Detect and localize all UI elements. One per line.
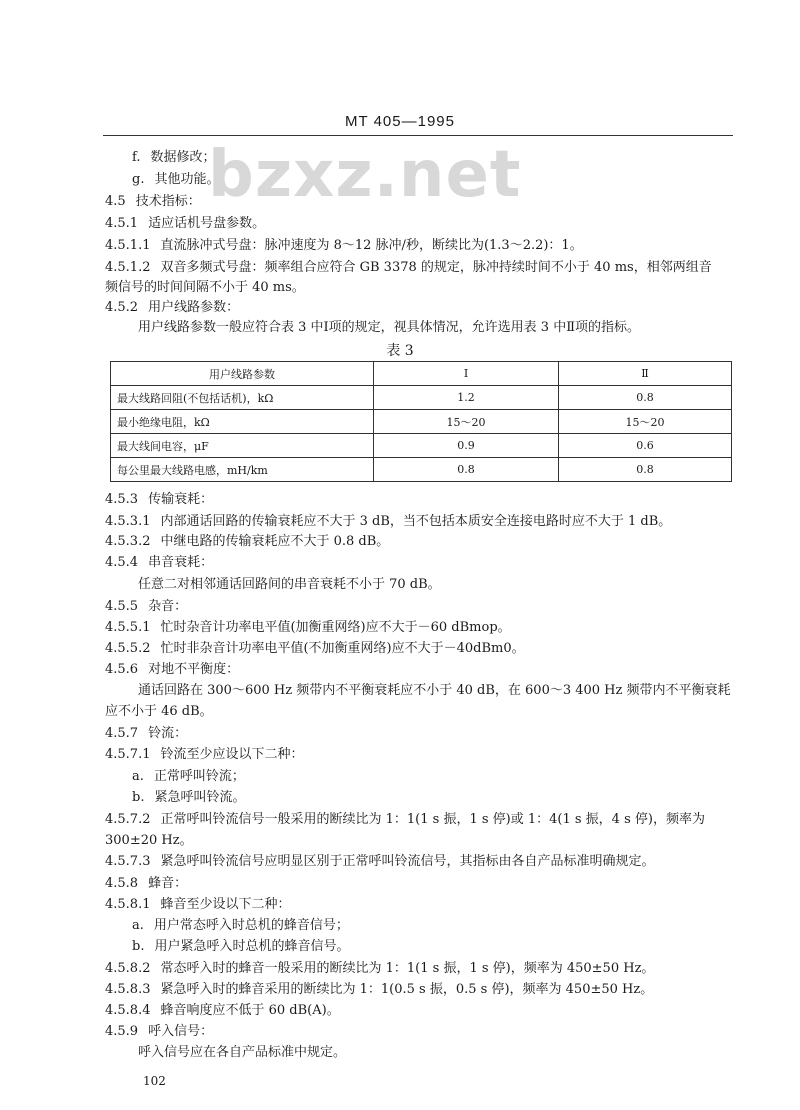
list-item: a. 用户常态呼入时总机的蜂音信号； <box>132 918 349 933</box>
table-row <box>111 458 732 482</box>
table-cell: 0.8 <box>559 386 732 410</box>
clause: 4.5.5.1 忙时杂音计功率电平值(加衡重网络)应不大于－60 dBmop。 <box>105 620 511 635</box>
table-cell: 0.8 <box>374 458 559 482</box>
list-item: b. 紧急呼叫铃流。 <box>132 790 246 805</box>
page-number: 102 <box>143 1074 166 1088</box>
clause: 4.5.5.2 忙时非杂音计功率电平值(不加衡重网络)应不大于－40dBm0。 <box>105 641 525 656</box>
section-heading: 4.5.3 传输衰耗： <box>105 492 214 507</box>
table-cell: 0.8 <box>559 458 732 482</box>
clause: 4.5.7.2 正常呼叫铃流信号一般采用的断续比为 1：1(1 s 振，1 s 停)或 1：4(1 s 振，4 s 停)，频率为 <box>105 812 705 827</box>
section-heading: 4.5.7 铃流： <box>105 726 188 741</box>
paragraph-continuation: 应不小于 46 dB。 <box>105 704 213 719</box>
list-item: g. 其他功能。 <box>132 172 220 187</box>
clause-continuation: 频信号的时间间隔不小于 40 ms。 <box>105 280 305 295</box>
table-3 <box>110 361 732 482</box>
clause: 4.5.7.3 紧急呼叫铃流信号应明显区别于正常呼叫铃流信号，其指标由各自产品标准明确规定。 <box>105 854 655 869</box>
table-header-cell: Ⅱ <box>559 362 732 386</box>
table-cell: 最小绝缘电阻，kΩ <box>111 410 374 434</box>
table-caption: 表 3 <box>386 343 414 359</box>
clause: 4.5.1.1 直流脉冲式号盘：脉冲速度为 8～12 脉冲/秒，断续比为(1.3～2.2)：1。 <box>105 238 583 253</box>
table-cell: 1.2 <box>374 386 559 410</box>
table-cell: 最大线路回阻(不包括话机)，kΩ <box>111 386 374 410</box>
table-row <box>111 410 732 434</box>
header-rule <box>103 135 733 136</box>
list-item: f. 数据修改； <box>132 150 216 165</box>
section-heading: 4.5.5 杂音： <box>105 599 188 614</box>
watermark: bzxz.net <box>208 138 522 212</box>
section-heading: 4.5.6 对地不平衡度： <box>105 662 240 677</box>
section-heading: 4.5.1 适应话机号盘参数。 <box>105 216 266 231</box>
table-header-row <box>111 362 732 386</box>
clause: 4.5.3.1 内部通话回路的传输衰耗应不大于 3 dB，当不包括本质安全连接电路时应不大于 1 dB。 <box>105 514 672 529</box>
section-heading: 4.5.4 串音衰耗： <box>105 555 214 570</box>
paragraph: 用户线路参数一般应符合表 3 中Ⅰ项的规定，视具体情况，允许选用表 3 中Ⅱ项的指标。 <box>138 320 641 335</box>
clause: 4.5.8.3 紧急呼入时的蜂音采用的断续比为 1：1(0.5 s 振，0.5 s 停)，频率为 450±50 Hz。 <box>105 982 654 997</box>
clause: 4.5.7.1 铃流至少应设以下二种： <box>105 747 304 762</box>
paragraph: 通话回路在 300～600 Hz 频带内不平衡衰耗应不小于 40 dB，在 600～3 400 Hz 频带内不平衡衰耗 <box>138 683 731 698</box>
paragraph: 任意二对相邻通话回路间的串音衰耗不小于 70 dB。 <box>138 577 441 592</box>
table-header-cell: Ⅰ <box>374 362 559 386</box>
table-cell: 0.6 <box>559 434 732 458</box>
table-cell: 15～20 <box>374 410 559 434</box>
paragraph: 呼入信号应在各自产品标准中规定。 <box>138 1045 347 1060</box>
list-item: a. 正常呼叫铃流； <box>132 769 245 784</box>
clause: 4.5.3.2 中继电路的传输衰耗应不大于 0.8 dB。 <box>105 534 390 549</box>
document-code-header: MT 405—1995 <box>345 113 455 130</box>
table-header-cell: 用户线路参数 <box>111 362 374 386</box>
clause: 4.5.8.4 蜂音响度应不低于 60 dB(A)。 <box>105 1003 340 1018</box>
section-heading: 4.5 技术指标： <box>105 194 201 209</box>
list-item: b. 用户紧急呼入时总机的蜂音信号。 <box>132 939 350 954</box>
section-heading: 4.5.8 蜂音： <box>105 876 188 891</box>
section-heading: 4.5.9 呼入信号： <box>105 1024 214 1039</box>
table-row <box>111 386 732 410</box>
clause: 4.5.8.1 蜂音至少设以下二种： <box>105 897 291 912</box>
clause: 4.5.1.2 双音多频式号盘：频率组合应符合 GB 3378 的规定，脉冲持续时间不小于 40 ms，相邻两组音 <box>105 260 712 275</box>
clause-continuation: 300±20 Hz。 <box>105 833 193 848</box>
table-cell: 最大线间电容，μF <box>111 434 374 458</box>
table-row <box>111 434 732 458</box>
table-cell: 0.9 <box>374 434 559 458</box>
table-cell: 每公里最大线路电感，mH/km <box>111 458 374 482</box>
table-cell: 15～20 <box>559 410 732 434</box>
clause: 4.5.8.2 常态呼入时的蜂音一般采用的断续比为 1：1(1 s 振，1 s 停)，频率为 450±50 Hz。 <box>105 961 655 976</box>
section-heading: 4.5.2 用户线路参数： <box>105 300 240 315</box>
